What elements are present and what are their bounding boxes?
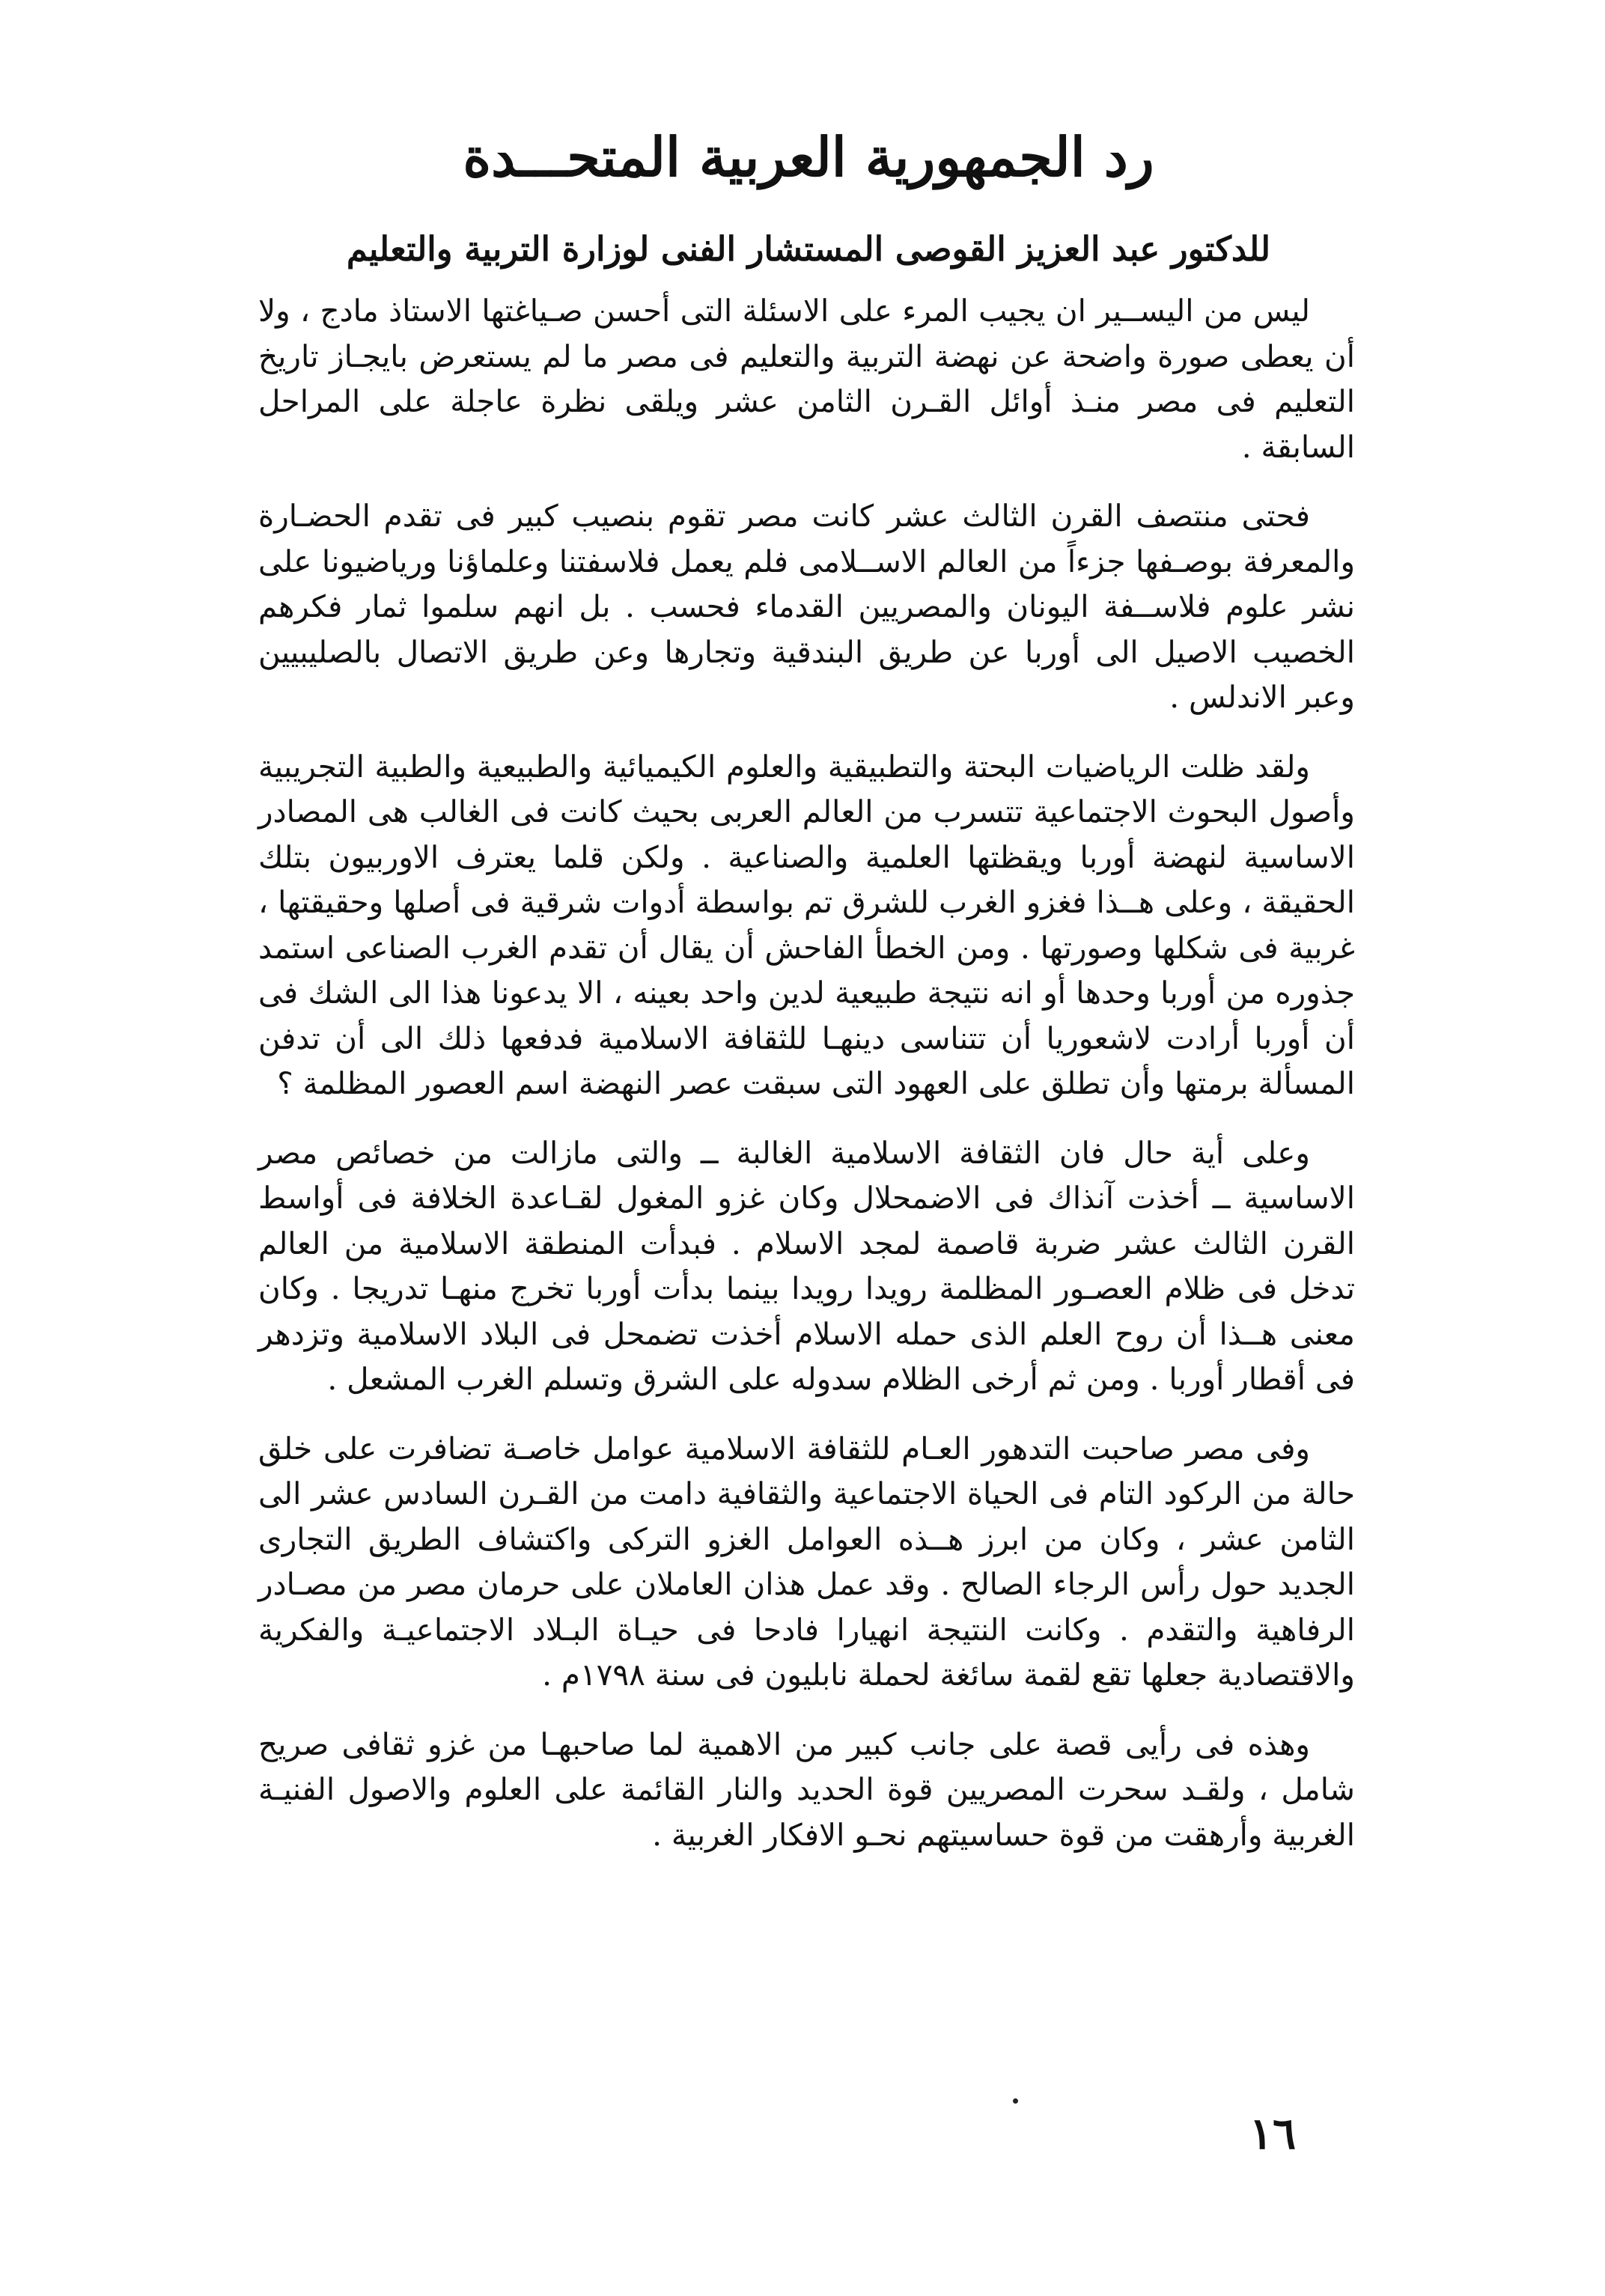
paragraph: وهذه فى رأيى قصة على جانب كبير من الاهمية لما صاحبهـا من غزو ثقافى صريح شامل ، ولقـد سحرت المصريين قوة الحديد والنار القائمة على العلوم والاصول الفنيـة الغربية وأرهقت من قوة حساسيتهم نحـو الافكار الغربية . bbox=[258, 1726, 1355, 1853]
ink-speck bbox=[1013, 2098, 1018, 2104]
paragraph: ليس من اليســير ان يجيب المرء على الاسئلة التى أحسن صـياغتها الاستاذ مادج ، ولا أن يعطى صورة واضحة عن نهضة التربية والتعليم فى مصر ما لم يستعرض بايجـاز تاريخ التعليم فى مصر منـذ أوائل القـرن الثامن عشر ويلقى نظرة عاجلة على المراحل السابقة . bbox=[258, 293, 1355, 465]
body-text bbox=[258, 288, 1355, 1881]
page-number: ١٦ bbox=[1249, 2108, 1297, 2159]
author-byline: للدكتور عبد العزيز القوصى المستشار الفنى لوزارة التربية والتعليم bbox=[346, 229, 1271, 269]
paragraph: ولقد ظلت الرياضيات البحتة والتطبيقية والعلوم الكيميائية والطبيعية والطبية التجريبية وأصول البحوث الاجتماعية تتسرب من العالم العربى بحيث كانت فى الغالب هى المصادر الاساسية لنهضة أوربا ويقظتها العلمية والصناعية . ولكن قلما يعترف الاوربيون بتلك الحقيقة ، وعلى هــذا فغزو الغرب للشرق تم بواسطة أدوات شرقية فى أصلها وحقيقتها ، غربية فى شكلها وصورتها . ومن الخطأ الفاحش أن يقال أن تقدم الغرب الصناعى استمد جذوره من أوربا وحدها أو انه نتيجة طبيعية لدين واحد بعينه ، الا يدعونا هذا الى الشك فى أن أوربا أرادت لاشعوريا أن تتناسى دينهـا للثقافة الاسلامية فدفعها ذلك الى أن تدفن المسألة برمتها وأن تطلق على العهود التى سبقت عصر النهضة اسم العصور المظلمة ؟ bbox=[258, 748, 1355, 1101]
paragraph: وعلى أية حال فان الثقافة الاسلامية الغالبة ــ والتى مازالت من خصائص مصر الاساسية ــ أخذت آنذاك فى الاضمحلال وكان غزو المغول لقـاعدة الخلافة فى أواسط القرن الثالث عشر ضربة قاصمة لمجد الاسلام . فبدأت المنطقة الاسلامية من العالم تدخل فى ظلام العصـور المظلمة رويدا رويدا بينما بدأت أوربا تخرج منهـا تدريجا . وكان معنى هــذا أن روح العلم الذى حمله الاسلام أخذت تضمحل فى البلاد الاسلامية وتزدهر فى أقطار أوربا . ومن ثم أرخى الظلام سدوله على الشرق وتسلم الغرب المشعل . bbox=[258, 1134, 1355, 1397]
paragraph: وفى مصر صاحبت التدهور العـام للثقافة الاسلامية عوامل خاصـة تضافرت على خلق حالة من الركود التام فى الحياة الاجتماعية والثقافية دامت من القـرن السادس عشر الى الثامن عشر ، وكان من ابرز هــذه العوامل الغزو التركى واكتشاف الطريق التجارى الجديد حول رأس الرجاء الصالح . وقد عمل هذان العاملان على حرمان مصر من مصـادر الرفاهية والتقدم . وكانت النتيجة انهيارا فادحا فى حيـاة البـلاد الاجتماعيـة والفكرية والاقتصادية جعلها تقع لقمة سائغة لحملة نابليون فى سنة ١٧٩٨م . bbox=[258, 1430, 1355, 1693]
page-title: رد الجمهورية العربية المتحـــدة bbox=[463, 125, 1154, 189]
paragraph: فحتى منتصف القرن الثالث عشر كانت مصر تقوم بنصيب كبير فى تقدم الحضـارة والمعرفة بوصـفها جزءاً من العالم الاســلامى فلم يعمل فلاسفتنا وعلماؤنا ورياضيونا على نشر علوم فلاســفة اليونان والمصريين القدماء فحسب . بل انهم سلموا ثمار فكرهم الخصيب الاصيل الى أوربا عن طريق البندقية وتجارها وعن طريق الاتصال بالصليبيين وعبر الاندلس . bbox=[258, 498, 1355, 715]
